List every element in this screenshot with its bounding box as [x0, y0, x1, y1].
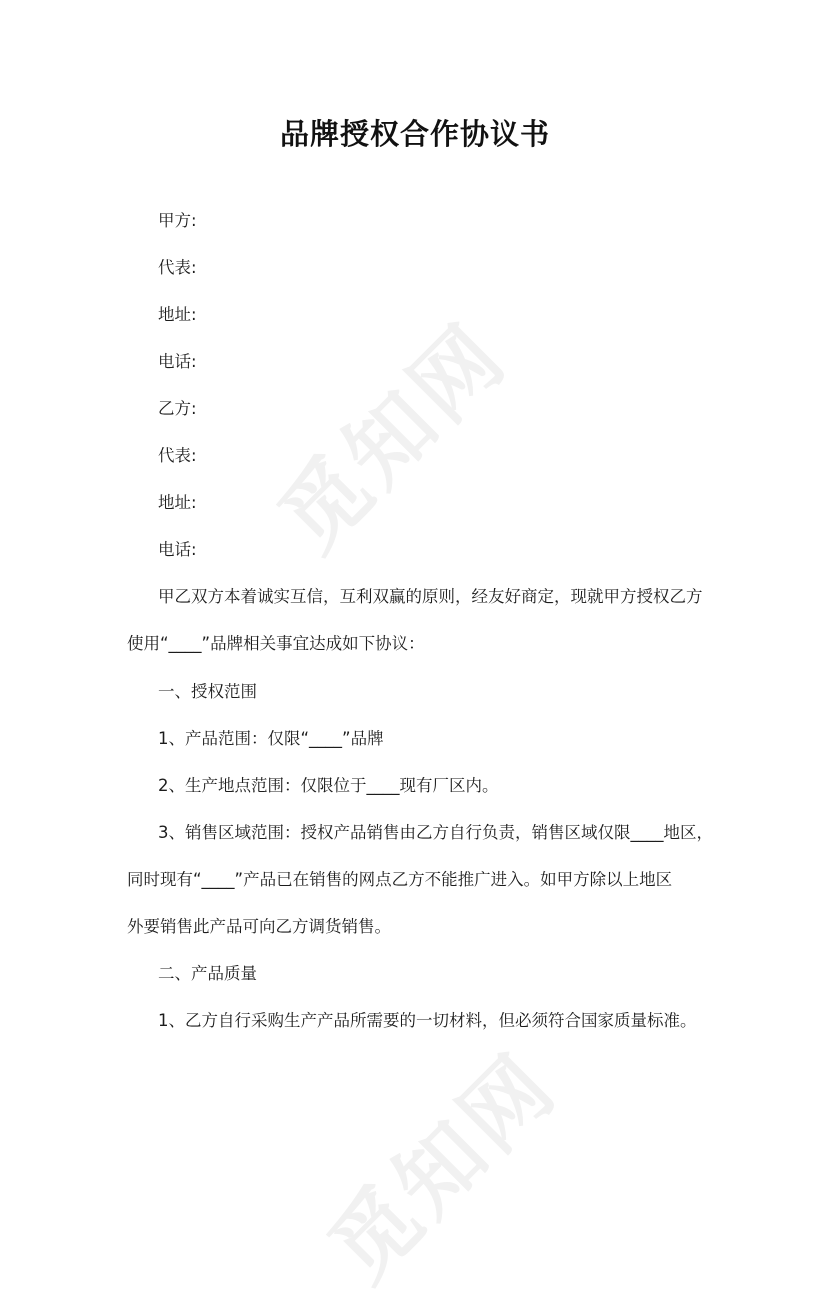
intro-line-1: 甲乙双方本着诚实互信，互利双赢的原则，经友好商定，现就甲方授权乙方	[158, 587, 703, 606]
watermark: 觅知网	[260, 304, 527, 571]
party-a-address: 地址:	[158, 305, 197, 324]
section-1-heading: 一、授权范围	[158, 682, 257, 701]
intro-line-2: 使用“____”品牌相关事宜达成如下协议：	[127, 634, 425, 653]
watermark: 觅知网	[310, 1034, 577, 1301]
party-b-address: 地址:	[158, 493, 197, 512]
section-1-item-2: 2、生产地点范围：仅限位于____现有厂区内。	[158, 776, 499, 795]
section-1-item-1: 1、产品范围：仅限“____”品牌	[158, 729, 384, 748]
section-1-item-3-line-2: 同时现有“____”产品已在销售的网点乙方不能推广进入。如甲方除以上地区	[127, 870, 673, 889]
section-1-item-3-line-1: 3、销售区域范围：授权产品销售由乙方自行负责，销售区域仅限____地区，	[158, 823, 713, 842]
party-b-phone: 电话:	[158, 540, 197, 559]
section-2-item-1: 1、乙方自行采购生产产品所需要的一切材料，但必须符合国家质量标准。	[158, 1011, 697, 1030]
section-2-heading: 二、产品质量	[158, 964, 257, 983]
party-a-label: 甲方:	[158, 211, 197, 230]
party-b-label: 乙方:	[158, 399, 197, 418]
party-a-rep: 代表:	[158, 258, 197, 277]
party-a-phone: 电话:	[158, 352, 197, 371]
document-title: 品牌授权合作协议书	[279, 117, 550, 151]
section-1-item-3-line-3: 外要销售此产品可向乙方调货销售。	[127, 917, 391, 936]
party-b-rep: 代表:	[158, 446, 197, 465]
